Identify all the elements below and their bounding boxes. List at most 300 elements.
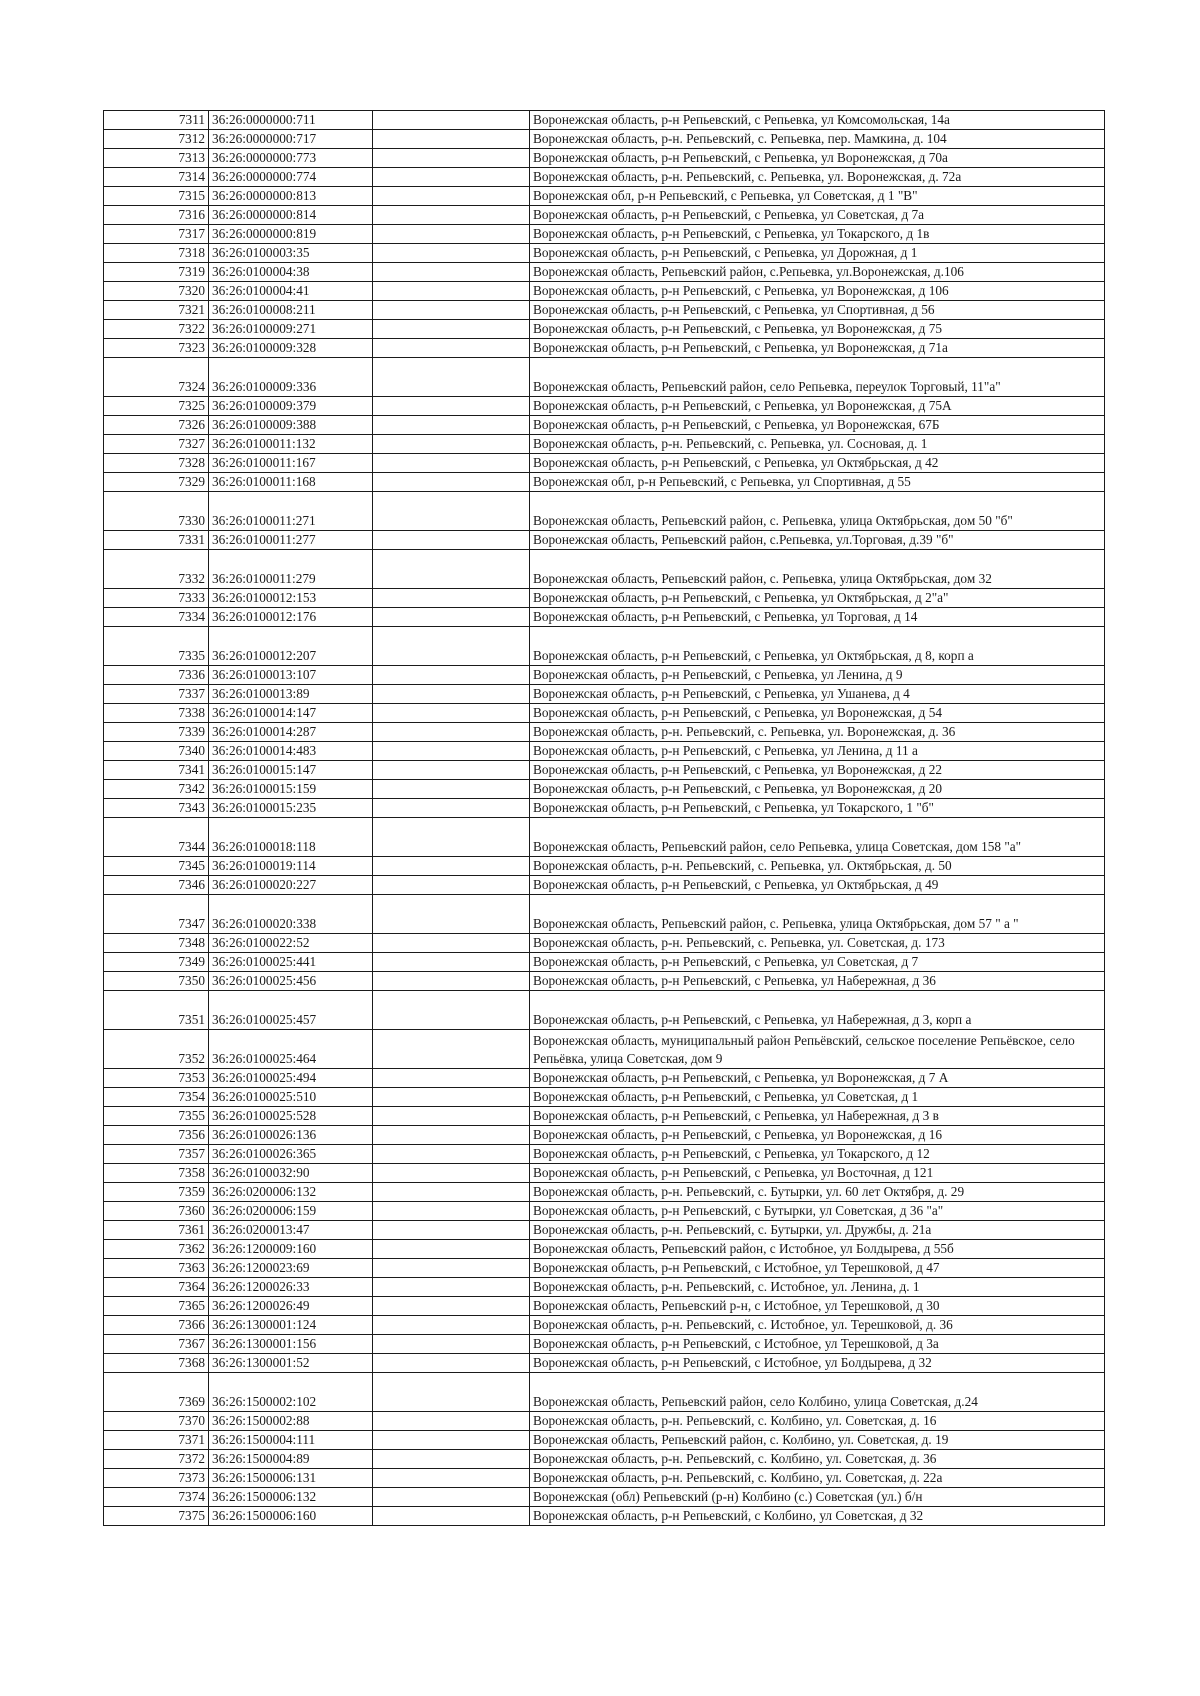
address-cell: Воронежская обл, р-н Репьевский, с Репьевка, ул Советская, д 1 "В": [530, 187, 1105, 206]
address-cell: Воронежская область, Репьевский район, село Колбино, улица Советская, д.24: [530, 1373, 1105, 1412]
table-row: [104, 301, 1105, 320]
address-cell: Воронежская область, р-н Репьевский, с Репьевка, ул Октябрьская, д 8, корп а: [530, 627, 1105, 666]
address-cell: Воронежская область, р-н Репьевский, с Репьевка, ул Воронежская, д 7 А: [530, 1069, 1105, 1088]
row-number-cell: 7365: [104, 1297, 209, 1316]
cadastral-number-cell: 36:26:0100012:153: [209, 589, 373, 608]
empty-cell: [373, 953, 530, 972]
address-cell: Воронежская область, р-н. Репьевский, с. Бутырки, ул. Дружбы, д. 21а: [530, 1221, 1105, 1240]
empty-cell: [373, 1088, 530, 1107]
row-number-cell: 7349: [104, 953, 209, 972]
empty-cell: [373, 1164, 530, 1183]
address-cell: Воронежская область, Репьевский район, с.Репьевка, ул.Воронежская, д.106: [530, 263, 1105, 282]
table-row: [104, 1088, 1105, 1107]
empty-cell: [373, 206, 530, 225]
table-row: [104, 1164, 1105, 1183]
address-cell: Воронежская область, р-н Репьевский, с Истобное, ул Болдырева, д 32: [530, 1354, 1105, 1373]
row-number-cell: 7367: [104, 1335, 209, 1354]
address-cell: Воронежская область, р-н Репьевский, с Репьевка, ул Воронежская, д 20: [530, 780, 1105, 799]
table-row: [104, 1202, 1105, 1221]
empty-cell: [373, 263, 530, 282]
cadastral-number-cell: 36:26:0100014:287: [209, 723, 373, 742]
cadastral-number-cell: 36:26:0100012:176: [209, 608, 373, 627]
address-cell: Воронежская область, р-н Репьевский, с Репьевка, ул Токарского, 1 "б": [530, 799, 1105, 818]
table-row: [104, 454, 1105, 473]
table-row: [104, 263, 1105, 282]
address-cell: Воронежская область, Репьевский район, с Истобное, ул Болдырева, д 55б: [530, 1240, 1105, 1259]
row-number-cell: 7355: [104, 1107, 209, 1126]
row-number-cell: 7361: [104, 1221, 209, 1240]
cadastral-number-cell: 36:26:1300001:156: [209, 1335, 373, 1354]
row-number-cell: 7364: [104, 1278, 209, 1297]
row-number-cell: 7371: [104, 1431, 209, 1450]
row-number-cell: 7372: [104, 1450, 209, 1469]
table-row: [104, 895, 1105, 934]
cadastral-number-cell: 36:26:0100011:168: [209, 473, 373, 492]
cadastral-number-cell: 36:26:1200026:49: [209, 1297, 373, 1316]
table-row: [104, 608, 1105, 627]
cadastral-number-cell: 36:26:0000000:711: [209, 111, 373, 130]
row-number-cell: 7321: [104, 301, 209, 320]
address-cell: Воронежская область, р-н. Репьевский, с. Репьевка, ул. Советская, д. 173: [530, 934, 1105, 953]
cadastral-number-cell: 36:26:0100025:528: [209, 1107, 373, 1126]
empty-cell: [373, 1069, 530, 1088]
table-row: [104, 1069, 1105, 1088]
table-row: [104, 1354, 1105, 1373]
row-number-cell: 7315: [104, 187, 209, 206]
row-number-cell: 7334: [104, 608, 209, 627]
table-row: [104, 1145, 1105, 1164]
table-row: [104, 225, 1105, 244]
table-row: [104, 1316, 1105, 1335]
empty-cell: [373, 972, 530, 991]
row-number-cell: 7343: [104, 799, 209, 818]
cadastral-number-cell: 36:26:0100009:271: [209, 320, 373, 339]
row-number-cell: 7374: [104, 1488, 209, 1507]
table-row: [104, 666, 1105, 685]
empty-cell: [373, 130, 530, 149]
table-row: [104, 358, 1105, 397]
row-number-cell: 7311: [104, 111, 209, 130]
address-cell: Воронежская область, р-н Репьевский, с Репьевка, ул Токарского, д 1в: [530, 225, 1105, 244]
table-row: [104, 130, 1105, 149]
table-row: [104, 1450, 1105, 1469]
empty-cell: [373, 531, 530, 550]
empty-cell: [373, 589, 530, 608]
empty-cell: [373, 1450, 530, 1469]
table-row: [104, 339, 1105, 358]
cadastral-number-cell: 36:26:1500004:89: [209, 1450, 373, 1469]
row-number-cell: 7312: [104, 130, 209, 149]
empty-cell: [373, 895, 530, 934]
table-row: [104, 704, 1105, 723]
row-number-cell: 7356: [104, 1126, 209, 1145]
address-cell: Воронежская область, р-н Репьевский, с Репьевка, ул Торговая, д 14: [530, 608, 1105, 627]
row-number-cell: 7358: [104, 1164, 209, 1183]
empty-cell: [373, 818, 530, 857]
row-number-cell: 7323: [104, 339, 209, 358]
address-cell: Воронежская область, р-н Репьевский, с Репьевка, ул Спортивная, д 56: [530, 301, 1105, 320]
empty-cell: [373, 1107, 530, 1126]
cadastral-number-cell: 36:26:1200023:69: [209, 1259, 373, 1278]
row-number-cell: 7368: [104, 1354, 209, 1373]
empty-cell: [373, 666, 530, 685]
address-cell: Воронежская область, р-н. Репьевский, с. Репьевка, ул. Воронежская, д. 72а: [530, 168, 1105, 187]
table-row: [104, 1412, 1105, 1431]
empty-cell: [373, 358, 530, 397]
cadastral-number-cell: 36:26:1500006:132: [209, 1488, 373, 1507]
address-cell: Воронежская область, р-н. Репьевский, с. Колбино, ул. Советская, д. 16: [530, 1412, 1105, 1431]
row-number-cell: 7345: [104, 857, 209, 876]
address-cell: Воронежская область, р-н Репьевский, с Репьевка, ул Воронежская, д 70а: [530, 149, 1105, 168]
address-cell: Воронежская область, р-н Репьевский, с Репьевка, ул Дорожная, д 1: [530, 244, 1105, 263]
cadastral-number-cell: 36:26:0100032:90: [209, 1164, 373, 1183]
cadastral-number-cell: 36:26:0100014:147: [209, 704, 373, 723]
empty-cell: [373, 320, 530, 339]
table-row: [104, 780, 1105, 799]
row-number-cell: 7363: [104, 1259, 209, 1278]
address-cell: Воронежская область, муниципальный район Репьёвский, сельское поселение Репьёвское, село Репьёвка, улица Советская, дом 9: [530, 1030, 1105, 1069]
table-row: [104, 111, 1105, 130]
row-number-cell: 7324: [104, 358, 209, 397]
empty-cell: [373, 1126, 530, 1145]
empty-cell: [373, 799, 530, 818]
row-number-cell: 7326: [104, 416, 209, 435]
cadastral-number-cell: 36:26:0100026:365: [209, 1145, 373, 1164]
row-number-cell: 7325: [104, 397, 209, 416]
row-number-cell: 7366: [104, 1316, 209, 1335]
address-cell: Воронежская область, р-н Репьевский, с Репьевка, ул Воронежская, д 16: [530, 1126, 1105, 1145]
cadastral-number-cell: 36:26:1500006:131: [209, 1469, 373, 1488]
row-number-cell: 7350: [104, 972, 209, 991]
cadastral-number-cell: 36:26:0100004:41: [209, 282, 373, 301]
table-row: [104, 149, 1105, 168]
cadastral-number-cell: 36:26:1200009:160: [209, 1240, 373, 1259]
address-cell: Воронежская область, р-н Репьевский, с Репьевка, ул Октябрьская, д 49: [530, 876, 1105, 895]
empty-cell: [373, 149, 530, 168]
table-row: [104, 492, 1105, 531]
empty-cell: [373, 168, 530, 187]
empty-cell: [373, 991, 530, 1030]
empty-cell: [373, 244, 530, 263]
row-number-cell: 7351: [104, 991, 209, 1030]
table-row: [104, 416, 1105, 435]
cadastral-number-cell: 36:26:0100013:107: [209, 666, 373, 685]
address-cell: Воронежская область, р-н Репьевский, с Репьевка, ул Октябрьская, д 42: [530, 454, 1105, 473]
row-number-cell: 7352: [104, 1030, 209, 1069]
table-row: [104, 1297, 1105, 1316]
empty-cell: [373, 876, 530, 895]
row-number-cell: 7362: [104, 1240, 209, 1259]
cadastral-number-cell: 36:26:1500002:102: [209, 1373, 373, 1412]
empty-cell: [373, 301, 530, 320]
empty-cell: [373, 397, 530, 416]
empty-cell: [373, 1488, 530, 1507]
address-cell: Воронежская область, р-н Репьевский, с Истобное, ул Терешковой, д 3а: [530, 1335, 1105, 1354]
table-row: [104, 627, 1105, 666]
table-row: [104, 685, 1105, 704]
empty-cell: [373, 608, 530, 627]
row-number-cell: 7341: [104, 761, 209, 780]
table-row: [104, 857, 1105, 876]
table-row: [104, 1240, 1105, 1259]
address-cell: Воронежская область, р-н Репьевский, с Репьевка, ул Воронежская, д 75А: [530, 397, 1105, 416]
row-number-cell: 7318: [104, 244, 209, 263]
row-number-cell: 7357: [104, 1145, 209, 1164]
address-cell: Воронежская обл, р-н Репьевский, с Репьевка, ул Спортивная, д 55: [530, 473, 1105, 492]
address-cell: Воронежская область, р-н Репьевский, с Репьевка, ул Ленина, д 9: [530, 666, 1105, 685]
cadastral-number-cell: 36:26:0100004:38: [209, 263, 373, 282]
table-row: [104, 876, 1105, 895]
row-number-cell: 7359: [104, 1183, 209, 1202]
empty-cell: [373, 1183, 530, 1202]
empty-cell: [373, 1221, 530, 1240]
table-row: [104, 1107, 1105, 1126]
table-row: [104, 799, 1105, 818]
cadastral-number-cell: 36:26:0100011:279: [209, 550, 373, 589]
row-number-cell: 7342: [104, 780, 209, 799]
address-cell: Воронежская область, Репьевский район, с. Репьевка, улица Октябрьская, дом 50 "б": [530, 492, 1105, 531]
cadastral-number-cell: 36:26:0100025:510: [209, 1088, 373, 1107]
table-row: [104, 991, 1105, 1030]
empty-cell: [373, 780, 530, 799]
address-cell: Воронежская область, р-н Репьевский, с Репьевка, ул Ушанева, д 4: [530, 685, 1105, 704]
row-number-cell: 7329: [104, 473, 209, 492]
table-row: [104, 320, 1105, 339]
row-number-cell: 7353: [104, 1069, 209, 1088]
table-row: [104, 972, 1105, 991]
address-cell: Воронежская область, Репьевский район, с. Репьевка, улица Октябрьская, дом 57 " а ": [530, 895, 1105, 934]
table-row: [104, 187, 1105, 206]
address-cell: Воронежская область, Репьевский район, с.Репьевка, ул.Торговая, д.39 "б": [530, 531, 1105, 550]
row-number-cell: 7348: [104, 934, 209, 953]
table-row: [104, 397, 1105, 416]
row-number-cell: 7333: [104, 589, 209, 608]
row-number-cell: 7335: [104, 627, 209, 666]
cadastral-number-cell: 36:26:0000000:814: [209, 206, 373, 225]
empty-cell: [373, 627, 530, 666]
cadastral-number-cell: 36:26:0100019:114: [209, 857, 373, 876]
address-cell: Воронежская область, р-н. Репьевский, с. Репьевка, ул. Воронежская, д. 36: [530, 723, 1105, 742]
address-cell: Воронежская область, Репьевский р-н, с Истобное, ул Терешковой, д 30: [530, 1297, 1105, 1316]
address-cell: Воронежская область, р-н Репьевский, с Бутырки, ул Советская, д 36 "а": [530, 1202, 1105, 1221]
table-row: [104, 723, 1105, 742]
cadastral-number-cell: 36:26:0000000:819: [209, 225, 373, 244]
address-cell: Воронежская область, р-н Репьевский, с Репьевка, ул Токарского, д 12: [530, 1145, 1105, 1164]
cadastral-number-cell: 36:26:1500004:111: [209, 1431, 373, 1450]
empty-cell: [373, 1259, 530, 1278]
row-number-cell: 7360: [104, 1202, 209, 1221]
cadastral-number-cell: 36:26:1500006:160: [209, 1507, 373, 1526]
cadastral-number-cell: 36:26:0000000:717: [209, 130, 373, 149]
empty-cell: [373, 1297, 530, 1316]
cadastral-number-cell: 36:26:0100003:35: [209, 244, 373, 263]
cadastral-number-cell: 36:26:0100025:494: [209, 1069, 373, 1088]
table-row: [104, 1507, 1105, 1526]
empty-cell: [373, 1431, 530, 1450]
empty-cell: [373, 1202, 530, 1221]
address-cell: Воронежская область, р-н Репьевский, с Репьевка, ул Воронежская, д 54: [530, 704, 1105, 723]
address-cell: Воронежская область, Репьевский район, село Репьевка, улица Советская, дом 158 "а": [530, 818, 1105, 857]
empty-cell: [373, 1412, 530, 1431]
row-number-cell: 7337: [104, 685, 209, 704]
table-row: [104, 1259, 1105, 1278]
row-number-cell: 7316: [104, 206, 209, 225]
address-cell: Воронежская область, р-н Репьевский, с Колбино, ул Советская, д 32: [530, 1507, 1105, 1526]
cadastral-number-cell: 36:26:0100020:227: [209, 876, 373, 895]
cadastral-number-cell: 36:26:1300001:124: [209, 1316, 373, 1335]
address-cell: Воронежская область, р-н Репьевский, с Репьевка, ул Комсомольская, 14а: [530, 111, 1105, 130]
empty-cell: [373, 1240, 530, 1259]
cadastral-number-cell: 36:26:0100022:52: [209, 934, 373, 953]
empty-cell: [373, 339, 530, 358]
table-row: [104, 818, 1105, 857]
table-row: [104, 1469, 1105, 1488]
address-cell: Воронежская область, р-н Репьевский, с Репьевка, ул Набережная, д 36: [530, 972, 1105, 991]
empty-cell: [373, 416, 530, 435]
cadastral-number-cell: 36:26:1300001:52: [209, 1354, 373, 1373]
row-number-cell: 7328: [104, 454, 209, 473]
empty-cell: [373, 225, 530, 244]
table-row: [104, 168, 1105, 187]
table-row: [104, 742, 1105, 761]
table-row: [104, 761, 1105, 780]
cadastral-number-cell: 36:26:0100011:277: [209, 531, 373, 550]
cadastral-number-cell: 36:26:0100014:483: [209, 742, 373, 761]
address-cell: Воронежская область, Репьевский район, с. Колбино, ул. Советская, д. 19: [530, 1431, 1105, 1450]
cadastral-number-cell: 36:26:0100015:159: [209, 780, 373, 799]
table-row: [104, 473, 1105, 492]
empty-cell: [373, 492, 530, 531]
table-row: [104, 435, 1105, 454]
empty-cell: [373, 1373, 530, 1412]
empty-cell: [373, 723, 530, 742]
empty-cell: [373, 1145, 530, 1164]
cadastral-number-cell: 36:26:0100025:464: [209, 1030, 373, 1069]
row-number-cell: 7319: [104, 263, 209, 282]
address-cell: Воронежская область, Репьевский район, село Репьевка, переулок Торговый, 11"а": [530, 358, 1105, 397]
table-row: [104, 1030, 1105, 1069]
empty-cell: [373, 111, 530, 130]
cadastral-number-cell: 36:26:0100025:441: [209, 953, 373, 972]
empty-cell: [373, 282, 530, 301]
address-cell: Воронежская область, р-н. Репьевский, с. Репьевка, ул. Сосновая, д. 1: [530, 435, 1105, 454]
empty-cell: [373, 1316, 530, 1335]
row-number-cell: 7346: [104, 876, 209, 895]
address-cell: Воронежская область, р-н Репьевский, с Репьевка, ул Советская, д 7: [530, 953, 1105, 972]
cadastral-number-cell: 36:26:0000000:773: [209, 149, 373, 168]
table-row: [104, 1335, 1105, 1354]
address-cell: Воронежская область, р-н Репьевский, с Репьевка, ул Набережная, д 3 в: [530, 1107, 1105, 1126]
cadastral-number-cell: 36:26:0000000:774: [209, 168, 373, 187]
cadastral-number-cell: 36:26:0100008:211: [209, 301, 373, 320]
empty-cell: [373, 1354, 530, 1373]
table-row: [104, 934, 1105, 953]
row-number-cell: 7338: [104, 704, 209, 723]
address-cell: Воронежская область, р-н. Репьевский, с. Истобное, ул. Ленина, д. 1: [530, 1278, 1105, 1297]
cadastral-number-cell: 36:26:0100018:118: [209, 818, 373, 857]
row-number-cell: 7336: [104, 666, 209, 685]
empty-cell: [373, 934, 530, 953]
address-cell: Воронежская область, р-н. Репьевский, с. Репьевка, пер. Мамкина, д. 104: [530, 130, 1105, 149]
cadastral-number-cell: 36:26:0100015:147: [209, 761, 373, 780]
empty-cell: [373, 742, 530, 761]
registry-table: [103, 110, 1105, 1526]
empty-cell: [373, 1507, 530, 1526]
table-row: [104, 1183, 1105, 1202]
address-cell: Воронежская область, р-н. Репьевский, с. Репьевка, ул. Октябрьская, д. 50: [530, 857, 1105, 876]
empty-cell: [373, 1030, 530, 1069]
address-cell: Воронежская область, р-н. Репьевский, с. Колбино, ул. Советская, д. 36: [530, 1450, 1105, 1469]
empty-cell: [373, 187, 530, 206]
row-number-cell: 7330: [104, 492, 209, 531]
address-cell: Воронежская область, р-н Репьевский, с Репьевка, ул Воронежская, 67Б: [530, 416, 1105, 435]
row-number-cell: 7339: [104, 723, 209, 742]
address-cell: Воронежская область, р-н Репьевский, с Репьевка, ул Восточная, д 121: [530, 1164, 1105, 1183]
table-row: [104, 244, 1105, 263]
table-row: [104, 1431, 1105, 1450]
cadastral-number-cell: 36:26:0100025:456: [209, 972, 373, 991]
cadastral-number-cell: 36:26:0100015:235: [209, 799, 373, 818]
address-cell: Воронежская область, р-н Репьевский, с Репьевка, ул Набережная, д 3, корп а: [530, 991, 1105, 1030]
address-cell: Воронежская область, р-н Репьевский, с Репьевка, ул Ленина, д 11 а: [530, 742, 1105, 761]
row-number-cell: 7373: [104, 1469, 209, 1488]
table-row: [104, 206, 1105, 225]
empty-cell: [373, 473, 530, 492]
address-cell: Воронежская область, р-н Репьевский, с Репьевка, ул Октябрьская, д 2"а": [530, 589, 1105, 608]
table-row: [104, 550, 1105, 589]
address-cell: Воронежская область, р-н Репьевский, с Истобное, ул Терешковой, д 47: [530, 1259, 1105, 1278]
row-number-cell: 7314: [104, 168, 209, 187]
address-cell: Воронежская область, р-н Репьевский, с Репьевка, ул Советская, д 1: [530, 1088, 1105, 1107]
row-number-cell: 7370: [104, 1412, 209, 1431]
row-number-cell: 7320: [104, 282, 209, 301]
empty-cell: [373, 857, 530, 876]
table-row: [104, 953, 1105, 972]
row-number-cell: 7347: [104, 895, 209, 934]
empty-cell: [373, 1335, 530, 1354]
empty-cell: [373, 454, 530, 473]
address-cell: Воронежская область, р-н. Репьевский, с. Колбино, ул. Советская, д. 22а: [530, 1469, 1105, 1488]
address-cell: Воронежская область, р-н Репьевский, с Репьевка, ул Воронежская, д 106: [530, 282, 1105, 301]
row-number-cell: 7322: [104, 320, 209, 339]
cadastral-number-cell: 36:26:0100013:89: [209, 685, 373, 704]
cadastral-number-cell: 36:26:0100011:167: [209, 454, 373, 473]
address-cell: Воронежская область, Репьевский район, с. Репьевка, улица Октябрьская, дом 32: [530, 550, 1105, 589]
cadastral-number-cell: 36:26:0100026:136: [209, 1126, 373, 1145]
cadastral-number-cell: 36:26:0100009:379: [209, 397, 373, 416]
cadastral-number-cell: 36:26:0100025:457: [209, 991, 373, 1030]
table-row: [104, 589, 1105, 608]
row-number-cell: 7317: [104, 225, 209, 244]
empty-cell: [373, 435, 530, 454]
address-cell: Воронежская область, р-н. Репьевский, с. Истобное, ул. Терешковой, д. 36: [530, 1316, 1105, 1335]
cadastral-number-cell: 36:26:0100009:328: [209, 339, 373, 358]
address-cell: Воронежская (обл) Репьевский (р-н) Колбино (с.) Советская (ул.) б/н: [530, 1488, 1105, 1507]
address-cell: Воронежская область, р-н Репьевский, с Репьевка, ул Воронежская, д 75: [530, 320, 1105, 339]
cadastral-number-cell: 36:26:0200006:132: [209, 1183, 373, 1202]
row-number-cell: 7332: [104, 550, 209, 589]
cadastral-number-cell: 36:26:1500002:88: [209, 1412, 373, 1431]
empty-cell: [373, 1278, 530, 1297]
row-number-cell: 7331: [104, 531, 209, 550]
cadastral-number-cell: 36:26:0100011:132: [209, 435, 373, 454]
cadastral-number-cell: 36:26:0100012:207: [209, 627, 373, 666]
address-cell: Воронежская область, р-н. Репьевский, с. Бутырки, ул. 60 лет Октября, д. 29: [530, 1183, 1105, 1202]
table-row: [104, 1221, 1105, 1240]
address-cell: Воронежская область, р-н Репьевский, с Репьевка, ул Советская, д 7а: [530, 206, 1105, 225]
cadastral-number-cell: 36:26:0100009:388: [209, 416, 373, 435]
table-row: [104, 1278, 1105, 1297]
